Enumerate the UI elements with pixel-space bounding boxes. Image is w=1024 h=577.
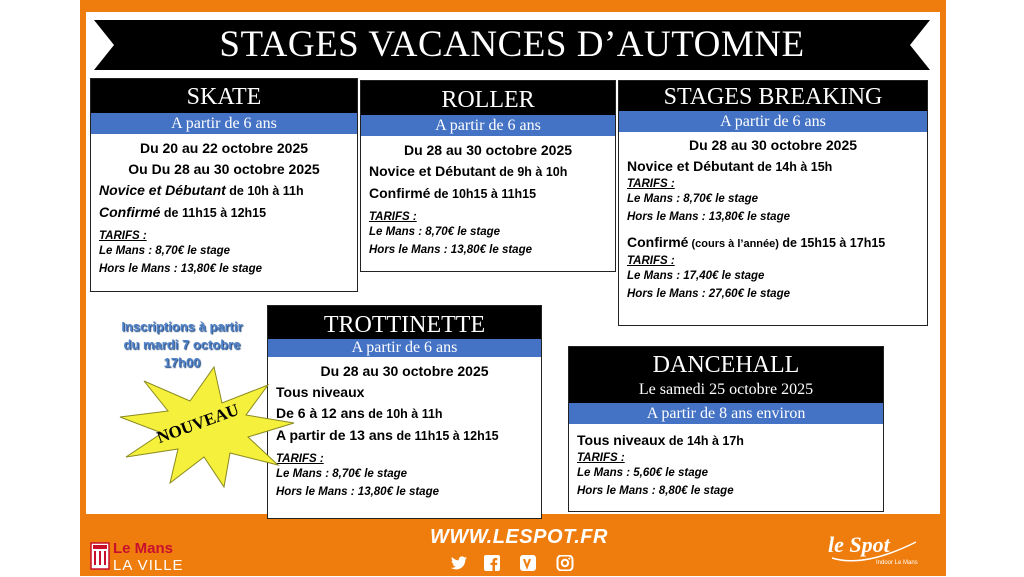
roller-price-lemans: Le Mans : 8,70€ le stage bbox=[369, 226, 501, 238]
breaking-price-2-lemans: Le Mans : 17,40€ le stage bbox=[627, 270, 765, 282]
breaking-price-1-hors: Hors le Mans : 13,80€ le stage bbox=[627, 211, 790, 223]
city-logo-bottom: LA VILLE bbox=[113, 557, 184, 574]
facebook-icon[interactable] bbox=[483, 555, 501, 571]
roller-level-2: Confirmé de 10h15 à 11h15 bbox=[369, 185, 537, 201]
title-banner bbox=[94, 20, 930, 70]
brand-logo bbox=[824, 528, 924, 572]
breaking-price-2-hors: Hors le Mans : 27,60€ le stage bbox=[627, 288, 790, 300]
roller-level-1: Novice et Débutant de 9h à 10h bbox=[369, 163, 568, 179]
breaking-level-2: Confirmé (cours à l’année) de 15h15 à 17h15 bbox=[627, 234, 886, 250]
twitter-icon[interactable] bbox=[450, 555, 468, 571]
website-link[interactable]: WWW.LESPOT.FR bbox=[430, 526, 608, 548]
trottinette-card bbox=[267, 305, 542, 519]
city-logo bbox=[90, 540, 186, 574]
breaking-tarifs-heading-2: TARIFS : bbox=[627, 255, 675, 267]
dancehall-price-hors: Hors le Mans : 8,80€ le stage bbox=[577, 485, 734, 497]
dancehall-body bbox=[569, 424, 883, 504]
skate-level-2: Confirmé de 11h15 à 12h15 bbox=[99, 204, 267, 220]
trottinette-group-2: A partir de 13 ans de 11h15 à 12h15 bbox=[276, 427, 499, 443]
roller-body bbox=[361, 136, 615, 263]
city-crest-icon bbox=[90, 542, 110, 572]
dancehall-title: DANCEHALL bbox=[652, 352, 800, 378]
skate-level-1: Novice et Débutant de 10h à 11h bbox=[99, 182, 304, 198]
dancehall-all-levels: Tous niveaux de 14h à 17h bbox=[577, 432, 744, 448]
trottinette-title: TROTTINETTE bbox=[268, 306, 541, 339]
skate-date-1: Du 20 au 22 octobre 2025 bbox=[139, 140, 309, 156]
trottinette-price-lemans: Le Mans : 8,70€ le stage bbox=[276, 468, 408, 480]
roller-title: ROLLER bbox=[361, 81, 615, 115]
roller-price-hors: Hors le Mans : 13,80€ le stage bbox=[369, 244, 532, 256]
roller-tarifs-heading: TARIFS : bbox=[369, 211, 417, 223]
skate-price-hors: Hors le Mans : 13,80€ le stage bbox=[99, 263, 262, 275]
trottinette-tarifs-heading: TARIFS : bbox=[276, 453, 324, 465]
roller-card bbox=[360, 80, 616, 272]
skate-title: SKATE bbox=[91, 79, 357, 113]
dancehall-header bbox=[569, 347, 883, 403]
roller-date: Du 28 au 30 octobre 2025 bbox=[403, 142, 573, 158]
new-badge: NOUVEAU bbox=[154, 399, 242, 448]
dancehall-age: A partir de 8 ans environ bbox=[569, 403, 883, 424]
dancehall-card bbox=[568, 346, 884, 512]
skate-body bbox=[91, 134, 357, 282]
inscriptions-notice: Inscriptions à partir du mardi 7 octobre 17h00 bbox=[121, 319, 243, 370]
trottinette-age: A partir de 6 ans bbox=[268, 339, 541, 357]
skate-price-lemans: Le Mans : 8,70€ le stage bbox=[99, 245, 231, 257]
dancehall-price-lemans: Le Mans : 5,60€ le stage bbox=[577, 467, 709, 479]
skate-card bbox=[90, 78, 358, 292]
breaking-age: A partir de 6 ans bbox=[619, 111, 927, 132]
page-title: STAGES VACANCES D’AUTOMNE bbox=[219, 24, 805, 65]
breaking-level-1: Novice et Débutant de 14h à 15h bbox=[627, 158, 833, 174]
breaking-title: STAGES BREAKING bbox=[619, 81, 927, 111]
trottinette-date: Du 28 au 30 octobre 2025 bbox=[320, 363, 489, 379]
breaking-date: Du 28 au 30 octobre 2025 bbox=[688, 137, 858, 153]
instagram-icon[interactable] bbox=[556, 555, 574, 571]
brand-logo-sub: Indoor Le Mans bbox=[876, 560, 918, 566]
trottinette-body bbox=[268, 357, 541, 505]
breaking-body bbox=[619, 132, 927, 307]
trottinette-all-levels: Tous niveaux bbox=[276, 384, 365, 400]
roller-age: A partir de 6 ans bbox=[361, 115, 615, 136]
dancehall-tarifs-heading: TARIFS : bbox=[577, 452, 625, 464]
breaking-tarifs-heading-1: TARIFS : bbox=[627, 178, 675, 190]
skate-tarifs-heading: TARIFS : bbox=[99, 230, 147, 242]
breaking-card bbox=[618, 80, 928, 326]
dancehall-date: Le samedi 25 octobre 2025 bbox=[638, 381, 814, 398]
skate-date-2: Ou Du 28 au 30 octobre 2025 bbox=[128, 161, 320, 177]
city-logo-top: Le Mans bbox=[113, 540, 174, 557]
trottinette-price-hors: Hors le Mans : 13,80€ le stage bbox=[276, 486, 439, 498]
trottinette-group-1: De 6 à 12 ans de 10h à 11h bbox=[276, 405, 443, 421]
skate-age: A partir de 6 ans bbox=[91, 113, 357, 134]
brand-logo-text: le Spot bbox=[828, 532, 890, 557]
breaking-price-1-lemans: Le Mans : 8,70€ le stage bbox=[627, 193, 759, 205]
vine-icon[interactable] bbox=[519, 555, 537, 571]
